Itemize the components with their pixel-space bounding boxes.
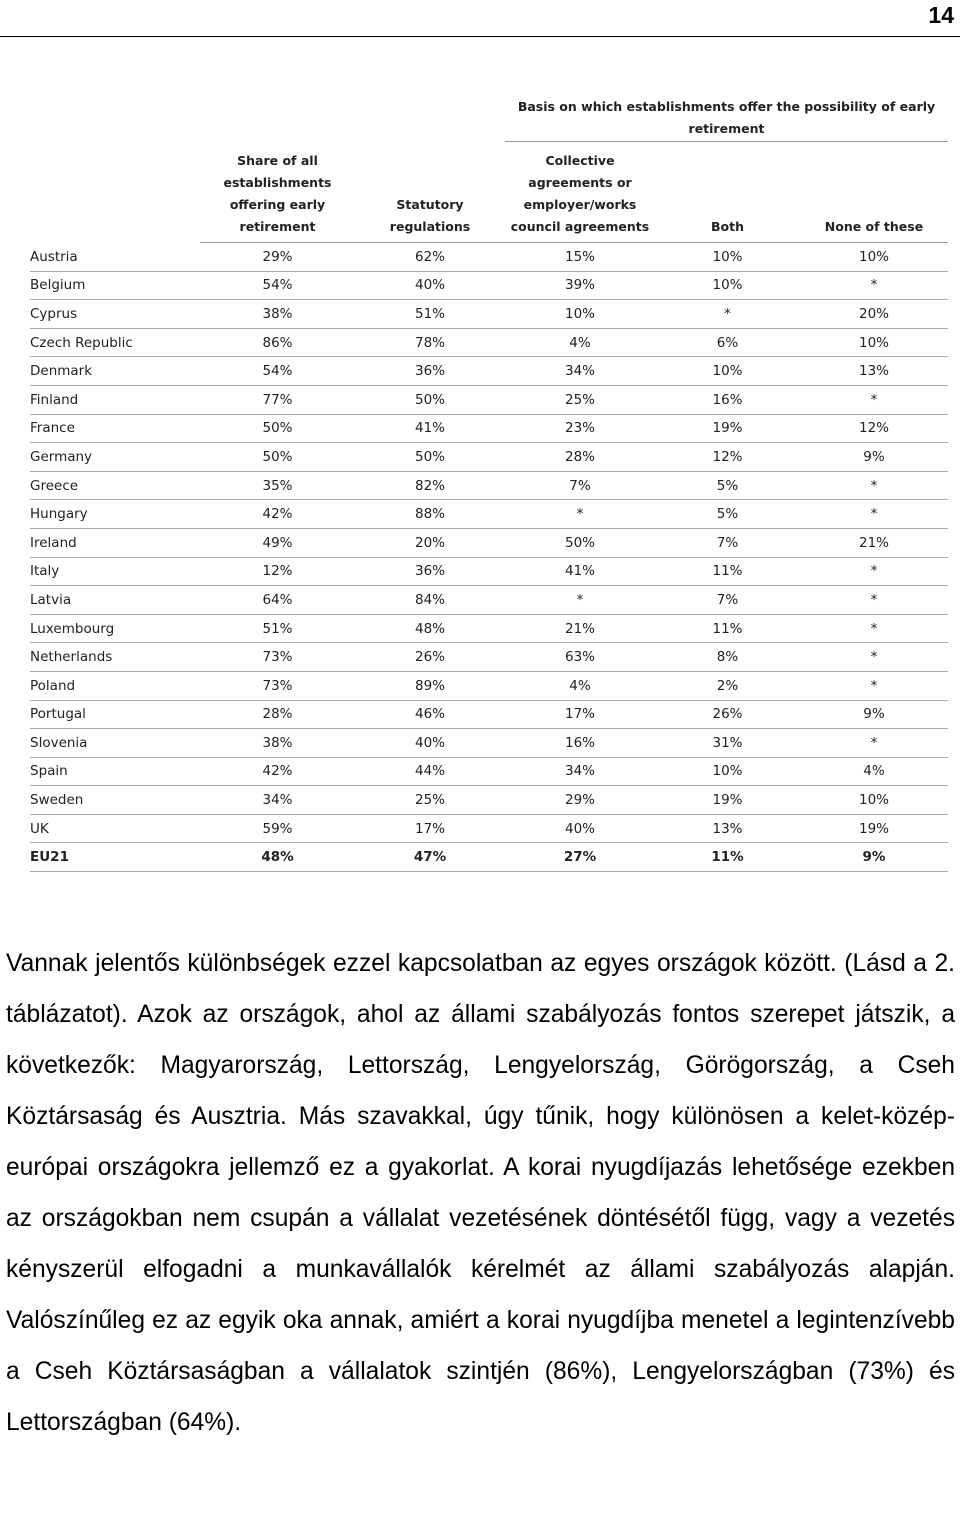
value-cell: 21% bbox=[800, 528, 948, 557]
table-row bbox=[30, 729, 948, 758]
country-cell: Austria bbox=[30, 243, 200, 272]
table-row bbox=[30, 500, 948, 529]
value-cell: * bbox=[505, 586, 655, 615]
value-cell: 20% bbox=[355, 528, 505, 557]
country-cell: Germany bbox=[30, 443, 200, 472]
country-cell: Spain bbox=[30, 757, 200, 786]
value-cell: 11% bbox=[655, 843, 800, 872]
value-cell: * bbox=[505, 500, 655, 529]
value-cell: 12% bbox=[800, 414, 948, 443]
country-cell: Belgium bbox=[30, 271, 200, 300]
value-cell: 40% bbox=[355, 729, 505, 758]
table-row bbox=[30, 586, 948, 615]
value-cell: 48% bbox=[355, 614, 505, 643]
country-cell: Italy bbox=[30, 557, 200, 586]
value-cell: 34% bbox=[200, 786, 355, 815]
country-cell: Hungary bbox=[30, 500, 200, 529]
country-cell: Poland bbox=[30, 671, 200, 700]
value-cell: 36% bbox=[355, 557, 505, 586]
value-cell: 7% bbox=[655, 586, 800, 615]
value-cell: 27% bbox=[505, 843, 655, 872]
value-cell: * bbox=[800, 471, 948, 500]
value-cell: 48% bbox=[200, 843, 355, 872]
column-header: Collective agreements or employer/works council agreements bbox=[505, 142, 655, 243]
value-cell: 10% bbox=[655, 357, 800, 386]
value-cell: 10% bbox=[505, 300, 655, 329]
value-cell: 51% bbox=[355, 300, 505, 329]
column-header: None of these bbox=[800, 142, 948, 243]
value-cell: 4% bbox=[505, 671, 655, 700]
value-cell: 54% bbox=[200, 271, 355, 300]
early-retirement-table bbox=[30, 88, 948, 872]
value-cell: 25% bbox=[505, 385, 655, 414]
value-cell: 62% bbox=[355, 243, 505, 272]
value-cell: 25% bbox=[355, 786, 505, 815]
value-cell: 82% bbox=[355, 471, 505, 500]
value-cell: 15% bbox=[505, 243, 655, 272]
value-cell: 50% bbox=[505, 528, 655, 557]
value-cell: 20% bbox=[800, 300, 948, 329]
table-row bbox=[30, 443, 948, 472]
value-cell: 89% bbox=[355, 671, 505, 700]
value-cell: 12% bbox=[655, 443, 800, 472]
value-cell: 88% bbox=[355, 500, 505, 529]
table-row bbox=[30, 243, 948, 272]
value-cell: 50% bbox=[355, 443, 505, 472]
value-cell: 21% bbox=[505, 614, 655, 643]
value-cell: 29% bbox=[505, 786, 655, 815]
value-cell: 4% bbox=[800, 757, 948, 786]
value-cell: 2% bbox=[655, 671, 800, 700]
value-cell: 86% bbox=[200, 328, 355, 357]
table-row bbox=[30, 557, 948, 586]
value-cell: 40% bbox=[505, 814, 655, 843]
value-cell: * bbox=[800, 671, 948, 700]
value-cell: * bbox=[800, 643, 948, 672]
value-cell: 49% bbox=[200, 528, 355, 557]
country-cell: Ireland bbox=[30, 528, 200, 557]
value-cell: 84% bbox=[355, 586, 505, 615]
value-cell: 35% bbox=[200, 471, 355, 500]
value-cell: 16% bbox=[655, 385, 800, 414]
value-cell: 7% bbox=[505, 471, 655, 500]
value-cell: 39% bbox=[505, 271, 655, 300]
country-cell: Greece bbox=[30, 471, 200, 500]
value-cell: 13% bbox=[655, 814, 800, 843]
table-row bbox=[30, 471, 948, 500]
group-header: Basis on which establishments offer the possibility of early retirement bbox=[505, 88, 948, 142]
country-cell: Sweden bbox=[30, 786, 200, 815]
value-cell: 26% bbox=[655, 700, 800, 729]
value-cell: 38% bbox=[200, 300, 355, 329]
value-cell: 73% bbox=[200, 671, 355, 700]
value-cell: 28% bbox=[505, 443, 655, 472]
column-header: Statutory regulations bbox=[355, 142, 505, 243]
value-cell: * bbox=[800, 614, 948, 643]
value-cell: * bbox=[655, 300, 800, 329]
page-number: 14 bbox=[928, 2, 954, 28]
table-row bbox=[30, 614, 948, 643]
value-cell: 10% bbox=[800, 243, 948, 272]
table-body bbox=[30, 243, 948, 872]
value-cell: 5% bbox=[655, 471, 800, 500]
table-row bbox=[30, 814, 948, 843]
value-cell: 16% bbox=[505, 729, 655, 758]
value-cell: 4% bbox=[505, 328, 655, 357]
column-header: Both bbox=[655, 142, 800, 243]
value-cell: 34% bbox=[505, 757, 655, 786]
value-cell: 19% bbox=[800, 814, 948, 843]
value-cell: 46% bbox=[355, 700, 505, 729]
value-cell: 36% bbox=[355, 357, 505, 386]
value-cell: 11% bbox=[655, 557, 800, 586]
value-cell: 6% bbox=[655, 328, 800, 357]
value-cell: 51% bbox=[200, 614, 355, 643]
value-cell: 34% bbox=[505, 357, 655, 386]
table-row bbox=[30, 328, 948, 357]
value-cell: * bbox=[800, 385, 948, 414]
value-cell: 13% bbox=[800, 357, 948, 386]
country-cell: Slovenia bbox=[30, 729, 200, 758]
table-row bbox=[30, 643, 948, 672]
value-cell: 12% bbox=[200, 557, 355, 586]
country-cell: Portugal bbox=[30, 700, 200, 729]
column-header: Share of all establishments offering early retirement bbox=[200, 142, 355, 243]
value-cell: 26% bbox=[355, 643, 505, 672]
value-cell: 29% bbox=[200, 243, 355, 272]
value-cell: 9% bbox=[800, 700, 948, 729]
value-cell: * bbox=[800, 271, 948, 300]
value-cell: 8% bbox=[655, 643, 800, 672]
country-cell: Latvia bbox=[30, 586, 200, 615]
value-cell: * bbox=[800, 500, 948, 529]
value-cell: 44% bbox=[355, 757, 505, 786]
value-cell: 17% bbox=[505, 700, 655, 729]
table-row bbox=[30, 385, 948, 414]
value-cell: 9% bbox=[800, 443, 948, 472]
value-cell: 10% bbox=[655, 271, 800, 300]
country-cell: Netherlands bbox=[30, 643, 200, 672]
table-row bbox=[30, 414, 948, 443]
table-row bbox=[30, 757, 948, 786]
country-cell: France bbox=[30, 414, 200, 443]
table-row bbox=[30, 671, 948, 700]
value-cell: 77% bbox=[200, 385, 355, 414]
value-cell: 47% bbox=[355, 843, 505, 872]
country-cell: Cyprus bbox=[30, 300, 200, 329]
value-cell: 64% bbox=[200, 586, 355, 615]
country-cell: Czech Republic bbox=[30, 328, 200, 357]
value-cell: 50% bbox=[355, 385, 505, 414]
country-cell: Denmark bbox=[30, 357, 200, 386]
value-cell: 11% bbox=[655, 614, 800, 643]
header-rule bbox=[0, 36, 960, 37]
value-cell: 42% bbox=[200, 757, 355, 786]
value-cell: 38% bbox=[200, 729, 355, 758]
value-cell: 5% bbox=[655, 500, 800, 529]
value-cell: * bbox=[800, 729, 948, 758]
value-cell: 41% bbox=[355, 414, 505, 443]
table-row bbox=[30, 357, 948, 386]
value-cell: 10% bbox=[655, 757, 800, 786]
value-cell: 19% bbox=[655, 414, 800, 443]
table-row bbox=[30, 786, 948, 815]
value-cell: 50% bbox=[200, 443, 355, 472]
value-cell: 10% bbox=[800, 328, 948, 357]
value-cell: 59% bbox=[200, 814, 355, 843]
country-cell: Finland bbox=[30, 385, 200, 414]
value-cell: 9% bbox=[800, 843, 948, 872]
table-row bbox=[30, 700, 948, 729]
table-row bbox=[30, 271, 948, 300]
value-cell: * bbox=[800, 557, 948, 586]
value-cell: 41% bbox=[505, 557, 655, 586]
value-cell: 31% bbox=[655, 729, 800, 758]
value-cell: 54% bbox=[200, 357, 355, 386]
value-cell: 10% bbox=[655, 243, 800, 272]
country-cell: EU21 bbox=[30, 843, 200, 872]
country-cell: UK bbox=[30, 814, 200, 843]
value-cell: 17% bbox=[355, 814, 505, 843]
value-cell: 40% bbox=[355, 271, 505, 300]
value-cell: 42% bbox=[200, 500, 355, 529]
value-cell: 10% bbox=[800, 786, 948, 815]
value-cell: * bbox=[800, 586, 948, 615]
value-cell: 78% bbox=[355, 328, 505, 357]
country-column-header bbox=[30, 142, 200, 243]
value-cell: 28% bbox=[200, 700, 355, 729]
country-cell: Luxembourg bbox=[30, 614, 200, 643]
value-cell: 63% bbox=[505, 643, 655, 672]
table-row bbox=[30, 300, 948, 329]
value-cell: 73% bbox=[200, 643, 355, 672]
value-cell: 23% bbox=[505, 414, 655, 443]
body-paragraph: Vannak jelentős különbségek ezzel kapcsolatban az egyes országok között. (Lásd a 2. táblázatot). Azok az országok, ahol az állami szabályozás fontos szerepet játszik, a következők: Magyarország, Lettország, Lengyelország, Görögország, a Cseh Köztársaság és Ausztria. Más szavakkal, úgy tűnik, hogy különösen a kelet-közép-európai országokra jellemző ez a gyakorlat. A korai nyugdíjazás lehetősége ezekben az országokban nem csupán a vállalat vezetésének döntésétől függ, vagy a vezetés kényszerül elfogadni a munkavállalók kérelmét az állami szabályozás alapján. Valószínűleg ez az egyik oka annak, amiért a korai nyugdíjba menetel a legintenzívebb a Cseh Köztársaságban a vállalatok szintjén (86%), Lengyelországban (73%) és Lettországban (64%). bbox=[6, 950, 955, 1436]
value-cell: 19% bbox=[655, 786, 800, 815]
value-cell: 50% bbox=[200, 414, 355, 443]
table-row bbox=[30, 528, 948, 557]
table-row bbox=[30, 843, 948, 872]
value-cell: 7% bbox=[655, 528, 800, 557]
